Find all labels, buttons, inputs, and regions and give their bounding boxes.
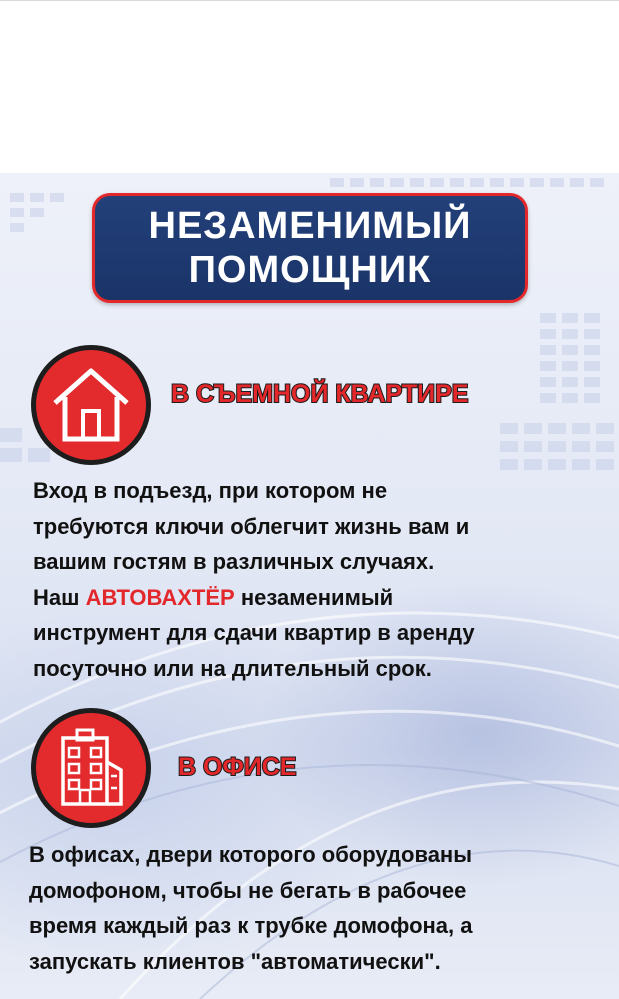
section-heading-office: В ОФИСЕ: [178, 753, 297, 781]
text-line: Вход в подъезд, при котором не: [33, 478, 388, 503]
apartment-description: [33, 473, 603, 686]
text-line: инструмент для сдачи квартир в аренду: [33, 620, 475, 645]
text-line: посуточно или на длительный срок.: [33, 655, 432, 681]
text-line: вашим гостям в различных случаях.: [33, 549, 435, 574]
section-heading-apartment: В СЪЕМНОЙ КВАРТИРЕ: [171, 380, 469, 408]
text-prefix: Наш: [33, 584, 80, 610]
text-line: [33, 580, 603, 616]
text-suffix: незаменимый: [240, 584, 394, 610]
text-line: требуются ключи облегчит жизнь вам и: [33, 513, 470, 539]
blank-area: [0, 1, 619, 173]
office-description: [29, 837, 609, 979]
text-line: домофоном, чтобы не бегать в рабочее: [29, 877, 467, 903]
poster: [0, 173, 619, 999]
brand-name: АВТОВАХТЁР: [85, 584, 235, 610]
text-line: время каждый раз к трубке домофона, а: [29, 913, 473, 938]
office-building-icon: [31, 708, 151, 828]
house-icon: [31, 345, 151, 465]
title-line-2: ПОМОЩНИК: [188, 249, 432, 291]
title-line-1: НЕЗАМЕНИМЫЙ: [148, 205, 472, 247]
text-line: В офисах, двери которого оборудованы: [29, 842, 473, 867]
title-banner: [92, 193, 528, 303]
text-line: запускать клиентов "автоматически".: [29, 948, 441, 974]
